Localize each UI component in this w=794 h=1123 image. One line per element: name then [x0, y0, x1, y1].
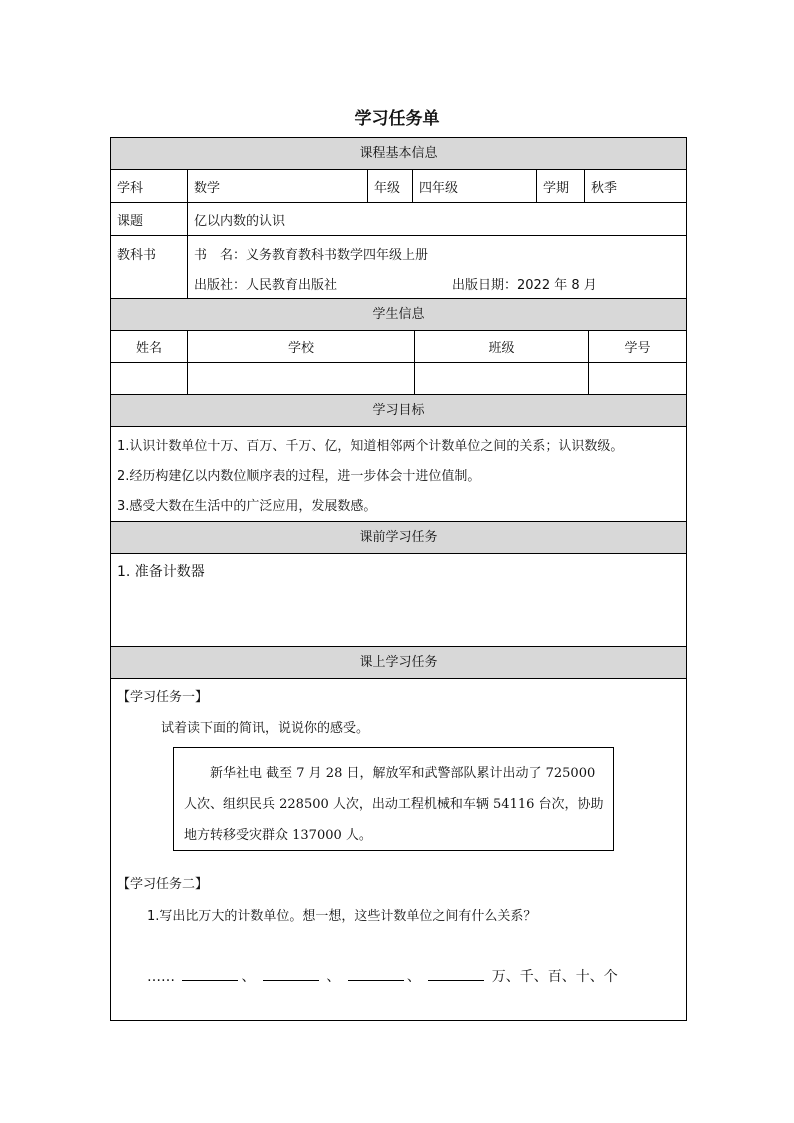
task-sheet-table [110, 137, 687, 1021]
textbook-row [111, 236, 686, 299]
news-line: 新华社电 截至 7 月 28 日，解放军和武警部队累计出动了 725000 [210, 766, 596, 781]
task1-prompt: 试着读下面的简讯，说说你的感受。 [161, 721, 370, 736]
fill-prefix: …… [147, 969, 175, 985]
grade-label: 年级 [367, 170, 412, 202]
in-class-content [111, 679, 686, 1020]
subject-value: 数学 [187, 170, 367, 202]
col-student-id: 学号 [588, 331, 686, 362]
task1-title: 【学习任务一】 [117, 690, 209, 705]
textbook-label: 教科书 [117, 248, 157, 263]
fill-suffix: 万、千、百、十、个 [491, 969, 618, 985]
grade-value: 四年级 [412, 170, 536, 202]
student-blank-row [111, 363, 686, 395]
fill-sep: 、 [321, 969, 341, 985]
task2-prompt: 1.写出比万大的计数单位。想一想，这些计数单位之间有什么关系？ [147, 909, 537, 924]
topic-row [111, 203, 686, 236]
name-cell[interactable] [111, 363, 187, 394]
goal-item: 3.感受大数在生活中的广泛应用，发展数感。 [117, 499, 377, 514]
col-class: 班级 [414, 331, 588, 362]
topic-label: 课题 [117, 213, 144, 229]
pre-class-content [111, 554, 686, 647]
student-info-header: 学生信息 [111, 299, 686, 331]
school-cell[interactable] [187, 363, 414, 394]
student-id-cell[interactable] [588, 363, 686, 394]
goals-header: 学习目标 [111, 395, 686, 427]
textbook-info [187, 236, 686, 298]
news-line: 人次、组织民兵 228500 人次，出动工程机械和车辆 54116 台次，协助 [184, 797, 604, 812]
goal-item: 2.经历构建亿以内数位顺序表的过程，进一步体会十进位值制。 [117, 469, 481, 484]
news-line: 地方转移受灾群众 137000 人。 [184, 828, 372, 843]
pre-class-header: 课前学习任务 [111, 522, 686, 554]
in-class-header: 课上学习任务 [111, 647, 686, 679]
publisher: 出版社：人民教育出版社 [194, 278, 338, 293]
fill-blank-4[interactable] [428, 968, 484, 981]
fill-blank-2[interactable] [263, 968, 319, 981]
pre-class-item: 1. 准备计数器 [117, 564, 205, 580]
student-columns-row [111, 331, 686, 363]
goals-content [111, 427, 686, 522]
publish-date: 出版日期：2022 年 8 月 [452, 278, 597, 293]
fill-sep: 、 [406, 969, 421, 985]
topic-value: 亿以内数的认识 [187, 203, 686, 235]
subject-row [111, 170, 686, 203]
fill-sep: 、 [241, 969, 256, 985]
task2-title: 【学习任务二】 [117, 877, 209, 892]
goal-item: 1.认识计数单位十万、百万、千万、亿，知道相邻两个计数单位之间的关系；认识数级。 [117, 439, 624, 454]
term-label: 学期 [536, 170, 584, 202]
col-name: 姓名 [135, 341, 162, 356]
fill-in-line [147, 966, 618, 986]
class-cell[interactable] [414, 363, 588, 394]
term-value: 秋季 [584, 170, 686, 202]
book-name: 书 名：义务教育教科书数学四年级上册 [194, 248, 429, 263]
page-title: 学习任务单 [354, 109, 440, 129]
fill-blank-3[interactable] [348, 968, 404, 981]
fill-blank-1[interactable] [182, 968, 238, 981]
subject-label: 学科 [117, 180, 144, 196]
news-box [173, 747, 614, 851]
course-info-header: 课程基本信息 [111, 138, 686, 170]
col-school: 学校 [187, 331, 414, 362]
